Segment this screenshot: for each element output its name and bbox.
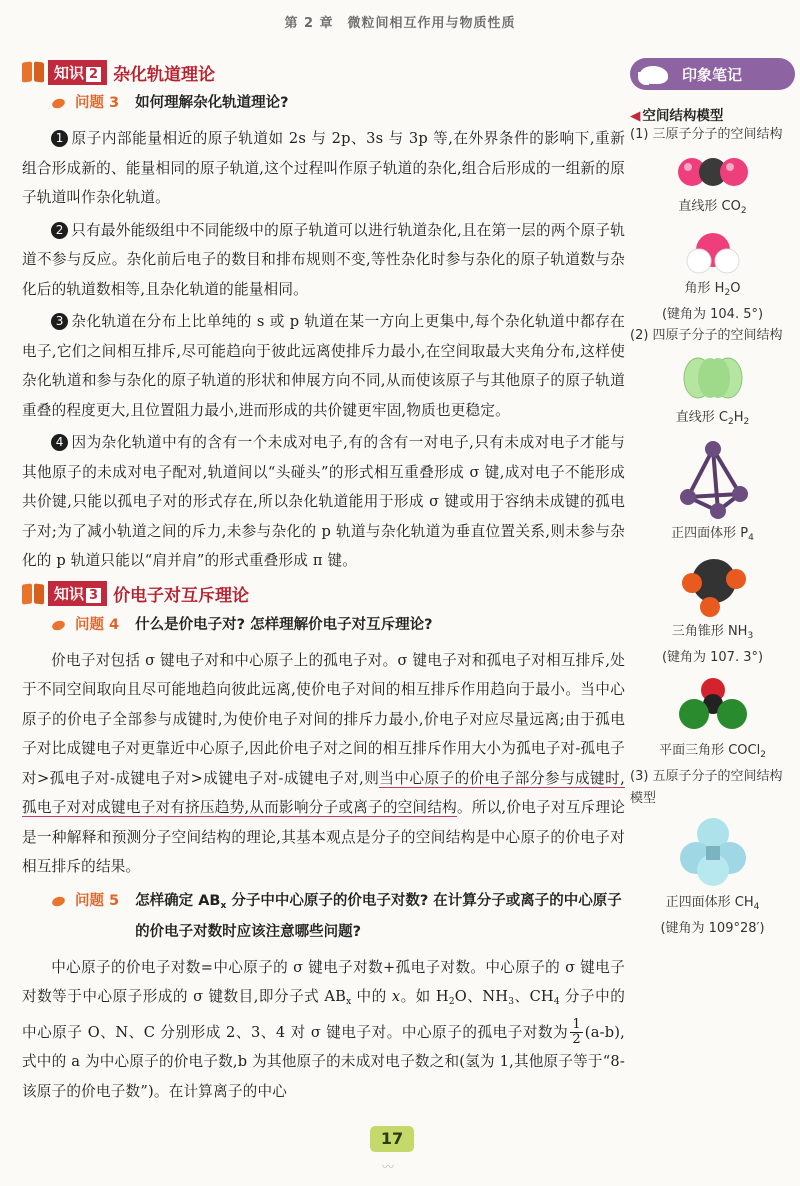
- sidebar-subtitle: ◀ 空间结构模型: [630, 108, 724, 124]
- fraction: $\frac{1}{2}$: [572, 1017, 581, 1047]
- underlined-text: ,从而影响分子或离子的空间结构: [244, 799, 458, 816]
- bird-icon: 〰: [382, 1160, 395, 1174]
- sidebar-item: (1) 三原子分子的空间结构: [630, 127, 783, 142]
- elephant-icon: [636, 62, 674, 86]
- section-tag: 知识 3: [48, 581, 107, 606]
- cocl2-model-image: [678, 674, 748, 736]
- caption: 正四面体形 $P_4$: [671, 526, 754, 543]
- book-icon: [22, 62, 44, 82]
- caption: (键角为 107. 3°): [661, 650, 764, 665]
- paragraph: 2 只有最外能级组中不同能级中的原子轨道可以进行轨道杂化,且在第一层的两个原子轨道不参与反应。杂化前后电子的数目和排布规则不变,等性杂化时参与杂化的原子轨道数与杂化后的轨道数相等,且杂化轨道的能量相同。: [22, 221, 625, 298]
- circled-number-icon: 2: [51, 222, 68, 239]
- ch4-model-image: [678, 816, 748, 888]
- circled-number-icon: 1: [51, 130, 68, 147]
- sidebar-notes: [630, 58, 795, 939]
- circled-number-icon: 4: [51, 434, 68, 451]
- circled-number-icon: 3: [51, 313, 68, 330]
- h2o-model-image: [683, 228, 743, 274]
- caption: 正四面体形 $CH_4$: [665, 895, 760, 912]
- section-tag: 知识 2: [48, 60, 107, 85]
- caption: 直线形 $CO_2$: [678, 199, 747, 216]
- question-4: 问题 4 什么是价电子对? 怎样理解价电子对互斥理论?: [52, 612, 625, 638]
- nh3-model-image: [680, 555, 746, 617]
- book-icon: [22, 584, 44, 604]
- c2h2-model-image: [678, 353, 748, 403]
- paragraph: 4 因为杂化轨道中有的含有一个未成对电子,有的含有一对电子,只有未成对电子才能与其他原子的未成对电子配对,轨道间以“头碰头”的形式相互重叠形成 σ 键,成对电子不能形成共价键,只能以孤电子对的形式存在,所以杂化轨道能用于形成 σ 键或用于容纳未成键的孤电子对;为了减小轨道之间的斥力,未参与杂化的 p 轨道与杂化轨道为垂直位置关系,则未参与杂化的 p 轨道只能以“肩并肩”的形式重叠形成 π 键。: [22, 434, 625, 569]
- caption: 三角锥形 $NH_3$: [671, 624, 754, 641]
- sidebar-item: (2) 四原子分子的空间结构: [630, 328, 783, 343]
- underlined-text: 当中心原子的价电子部分参与成键时,孤电子对对成键电子对有挤压趋势: [22, 769, 625, 816]
- caption: 直线形 $C_2H_2$: [675, 410, 750, 427]
- section-heading-2: [22, 58, 625, 86]
- question-5: 问题 5 怎样确定 $AB_x$ 分子中中心原子的价电子对数? 在计算分子或离子的中心原子的价电子对数时应该注意哪些问题?: [52, 888, 625, 945]
- leaf-icon: [51, 895, 66, 908]
- section-title: 价电子对互斥理论: [113, 586, 250, 606]
- paragraph: 1 原子内部能量相近的原子轨道如 2s 与 2p、3s 与 3p 等,在外界条件的影响下,重新组合形成新的、能量相同的原子轨道,这个过程叫作原子轨道的杂化,组合后形成的一组新的原子轨道叫作杂化轨道。: [22, 130, 625, 206]
- main-column: [22, 58, 625, 1109]
- p4-model-image: [678, 439, 748, 519]
- leaf-icon: [51, 97, 66, 110]
- section-heading-3: [22, 580, 625, 608]
- paragraph: 3 杂化轨道在分布上比单纯的 s 或 p 轨道在某一方向上更集中,每个杂化轨道中都存在电子,它们之间相互排斥,尽可能趋向于彼此远离使排斥力最小,在空间取最大夹角分布,这样使杂化轨道和参与杂化的原子轨道的形状和伸展方向不同,从而使该原子与其他原子的原子轨道重叠的程度更大,且位置阻力最小,进而形成的共价键更牢固,物质也更稳定。: [22, 313, 625, 419]
- sidebar-item: (3) 五原子分子的空间结构模型: [630, 769, 783, 806]
- leaf-icon: [51, 619, 66, 632]
- paragraph: 中心原子的价电子对数=中心原子的 σ 键电子对数+孤电子对数。中心原子的 σ 键电子对数等于中心原子形成的 σ 键数目,即分子式 $AB_x$ 中的 x。如 $H_2O$、$NH_3$、$CH_4$ 分子中的中心原子 O、N、C 分别形成 2、3、4 对 σ 键电子对。中心原子的孤电子对数为 $\frac{1}{2}$ (a-b),式中的 a 为中心原子的价电子数,b 为其他原子的未成对电子数之和(氢为 1,其他原子等于“8-该原子的价电子数”)。在计算离子的中心: [22, 958, 626, 1100]
- triangle-icon: ◀: [630, 108, 641, 124]
- co2-model-image: [676, 152, 750, 192]
- caption: (键角为 104. 5°): [661, 307, 764, 322]
- caption: 平面三角形 COCl$_2$: [659, 743, 766, 760]
- caption: (键角为 109°28′): [660, 921, 765, 936]
- caption: 角形 $H_2O$: [684, 281, 741, 298]
- sidebar-header: 印象笔记: [630, 58, 795, 90]
- paragraph: 价电子对包括 σ 键电子对和中心原子上的孤电子对。σ 键电子对和孤电子对相互排斥,处于不同空间取向且尽可能地趋向彼此远离,使价电子对间的相互排斥作用趋向于最小。当中心原子的价电子全部参与成键时,为使价电子对间的排斥力最小,价电子对应尽量远离;由于孤电子对比成键电子对更靠近中心原子,因此价电子对之间的相互排斥作用大小为孤电子对-孤电子对>孤电子对-成键电子对>成键电子对-成键电子对,则当中心原子的价电子部分参与成键时,孤电子对对成键电子对有挤压趋势,从而影响分子或离子的空间结构。所以,价电子对互斥理论是一种解释和预测分子空间结构的理论,其基本观点是分子的空间结构是中心原子的价电子对相互排斥的结果。: [22, 651, 626, 875]
- page-number: 17: [370, 1126, 414, 1152]
- chapter-header: 第 2 章 微粒间相互作用与物质性质: [284, 16, 516, 31]
- question-3: 问题 3 如何理解杂化轨道理论?: [52, 90, 625, 116]
- section-title: 杂化轨道理论: [113, 64, 216, 85]
